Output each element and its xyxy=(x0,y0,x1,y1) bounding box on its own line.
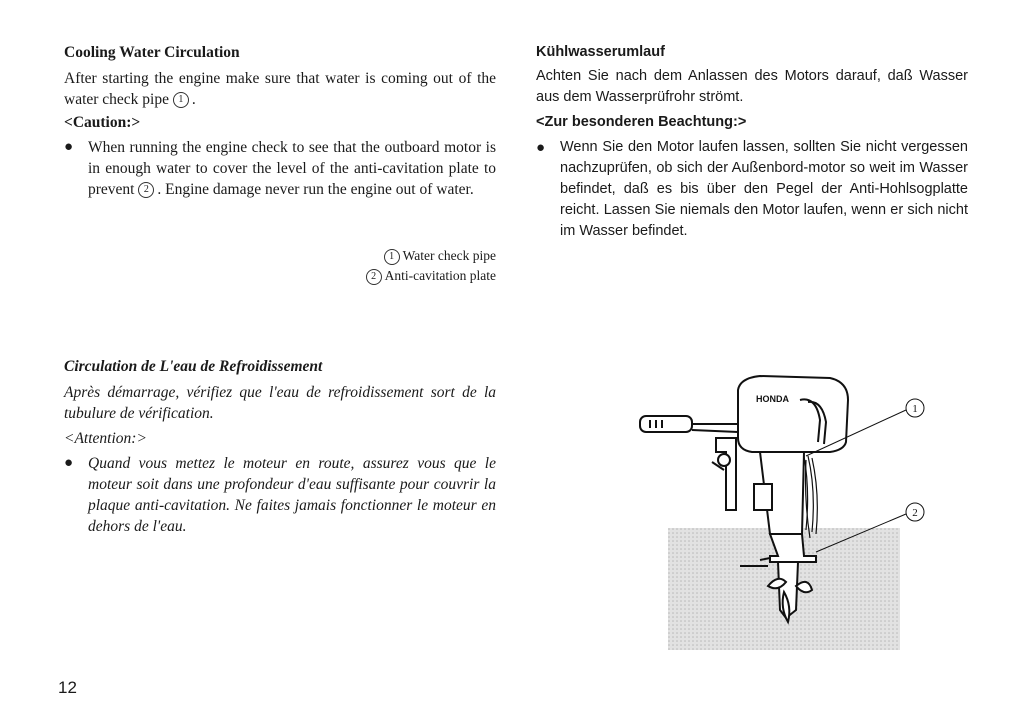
english-heading: Cooling Water Circulation xyxy=(64,44,240,61)
page-number: 12 xyxy=(58,678,77,697)
tiller-handle xyxy=(640,416,738,432)
english-intro: After starting the engine make sure that water is coming out of the water check pipe 1 . xyxy=(64,70,496,108)
callout-1 xyxy=(906,399,924,417)
legend-item: 1 Water check pipe xyxy=(300,246,496,266)
german-bullet: ● Wenn Sie den Motor laufen lassen, sollten Sie nicht vergessen nachzuprüfen, ob sich der Außenbord-motor so weit im Wasser befindet, daß es bis über den Pegel der Anti-Hohlsogplatte reicht. Lassen Sie niemals den Motor laufen, wenn er sich nicht im Wasser befindet. xyxy=(536,139,968,239)
outboard-motor-illustration xyxy=(620,360,950,650)
clamp-bracket xyxy=(712,438,736,510)
german-intro: Achten Sie nach dem Anlassen des Motors darauf, daß Wasser aus dem Wasserprüfrohr strömt. xyxy=(536,68,968,105)
figure-legend xyxy=(300,246,496,286)
callout-marker: 2 xyxy=(138,182,154,198)
german-heading: Kühlwasserumlauf xyxy=(536,44,665,60)
french-bullet: ● Quand vous mettez le moteur en route, assurez vous que le moteur soit dans une profondeur d'eau suffisante pour couvrir la plaque anti-cavitation. Ne faites jamais fonctionner le moteur en dehors de l'eau. xyxy=(64,455,496,535)
outboard-motor-drawing xyxy=(620,360,950,650)
callout-2 xyxy=(906,503,924,521)
engine-cover xyxy=(738,376,848,452)
bullet-icon: ● xyxy=(536,139,546,156)
drive-shaft xyxy=(754,452,804,534)
bullet-icon: ● xyxy=(64,139,74,155)
callout-marker: 2 xyxy=(366,269,382,285)
french-caution-label: <Attention:> xyxy=(64,430,147,447)
french-section xyxy=(64,358,496,537)
german-section xyxy=(536,44,968,242)
callout-2-label: 2 xyxy=(912,507,918,519)
bullet-icon: ● xyxy=(64,455,74,471)
water-spray xyxy=(804,456,817,538)
callout-marker: 1 xyxy=(384,249,400,265)
french-heading: Circulation de L'eau de Refroidissement xyxy=(64,358,323,375)
legend-item: 2 Anti-cavitation plate xyxy=(300,266,496,286)
callout-1-label: 1 xyxy=(912,403,918,415)
german-caution-label: <Zur besonderen Beachtung:> xyxy=(536,114,747,130)
french-intro: Après démarrage, vérifiez que l'eau de refroidissement sort de la tubulure de vérification. xyxy=(64,384,496,422)
brand-label: HONDA xyxy=(756,394,789,404)
callout-marker: 1 xyxy=(173,92,189,108)
english-section xyxy=(64,44,496,200)
english-bullet: ● When running the engine check to see that the outboard motor is in enough water to cover the level of the anti-cavitation plate to prevent 2 . Engine damage never run the engine out of water. xyxy=(64,139,496,198)
english-caution-label: <Caution:> xyxy=(64,114,141,131)
